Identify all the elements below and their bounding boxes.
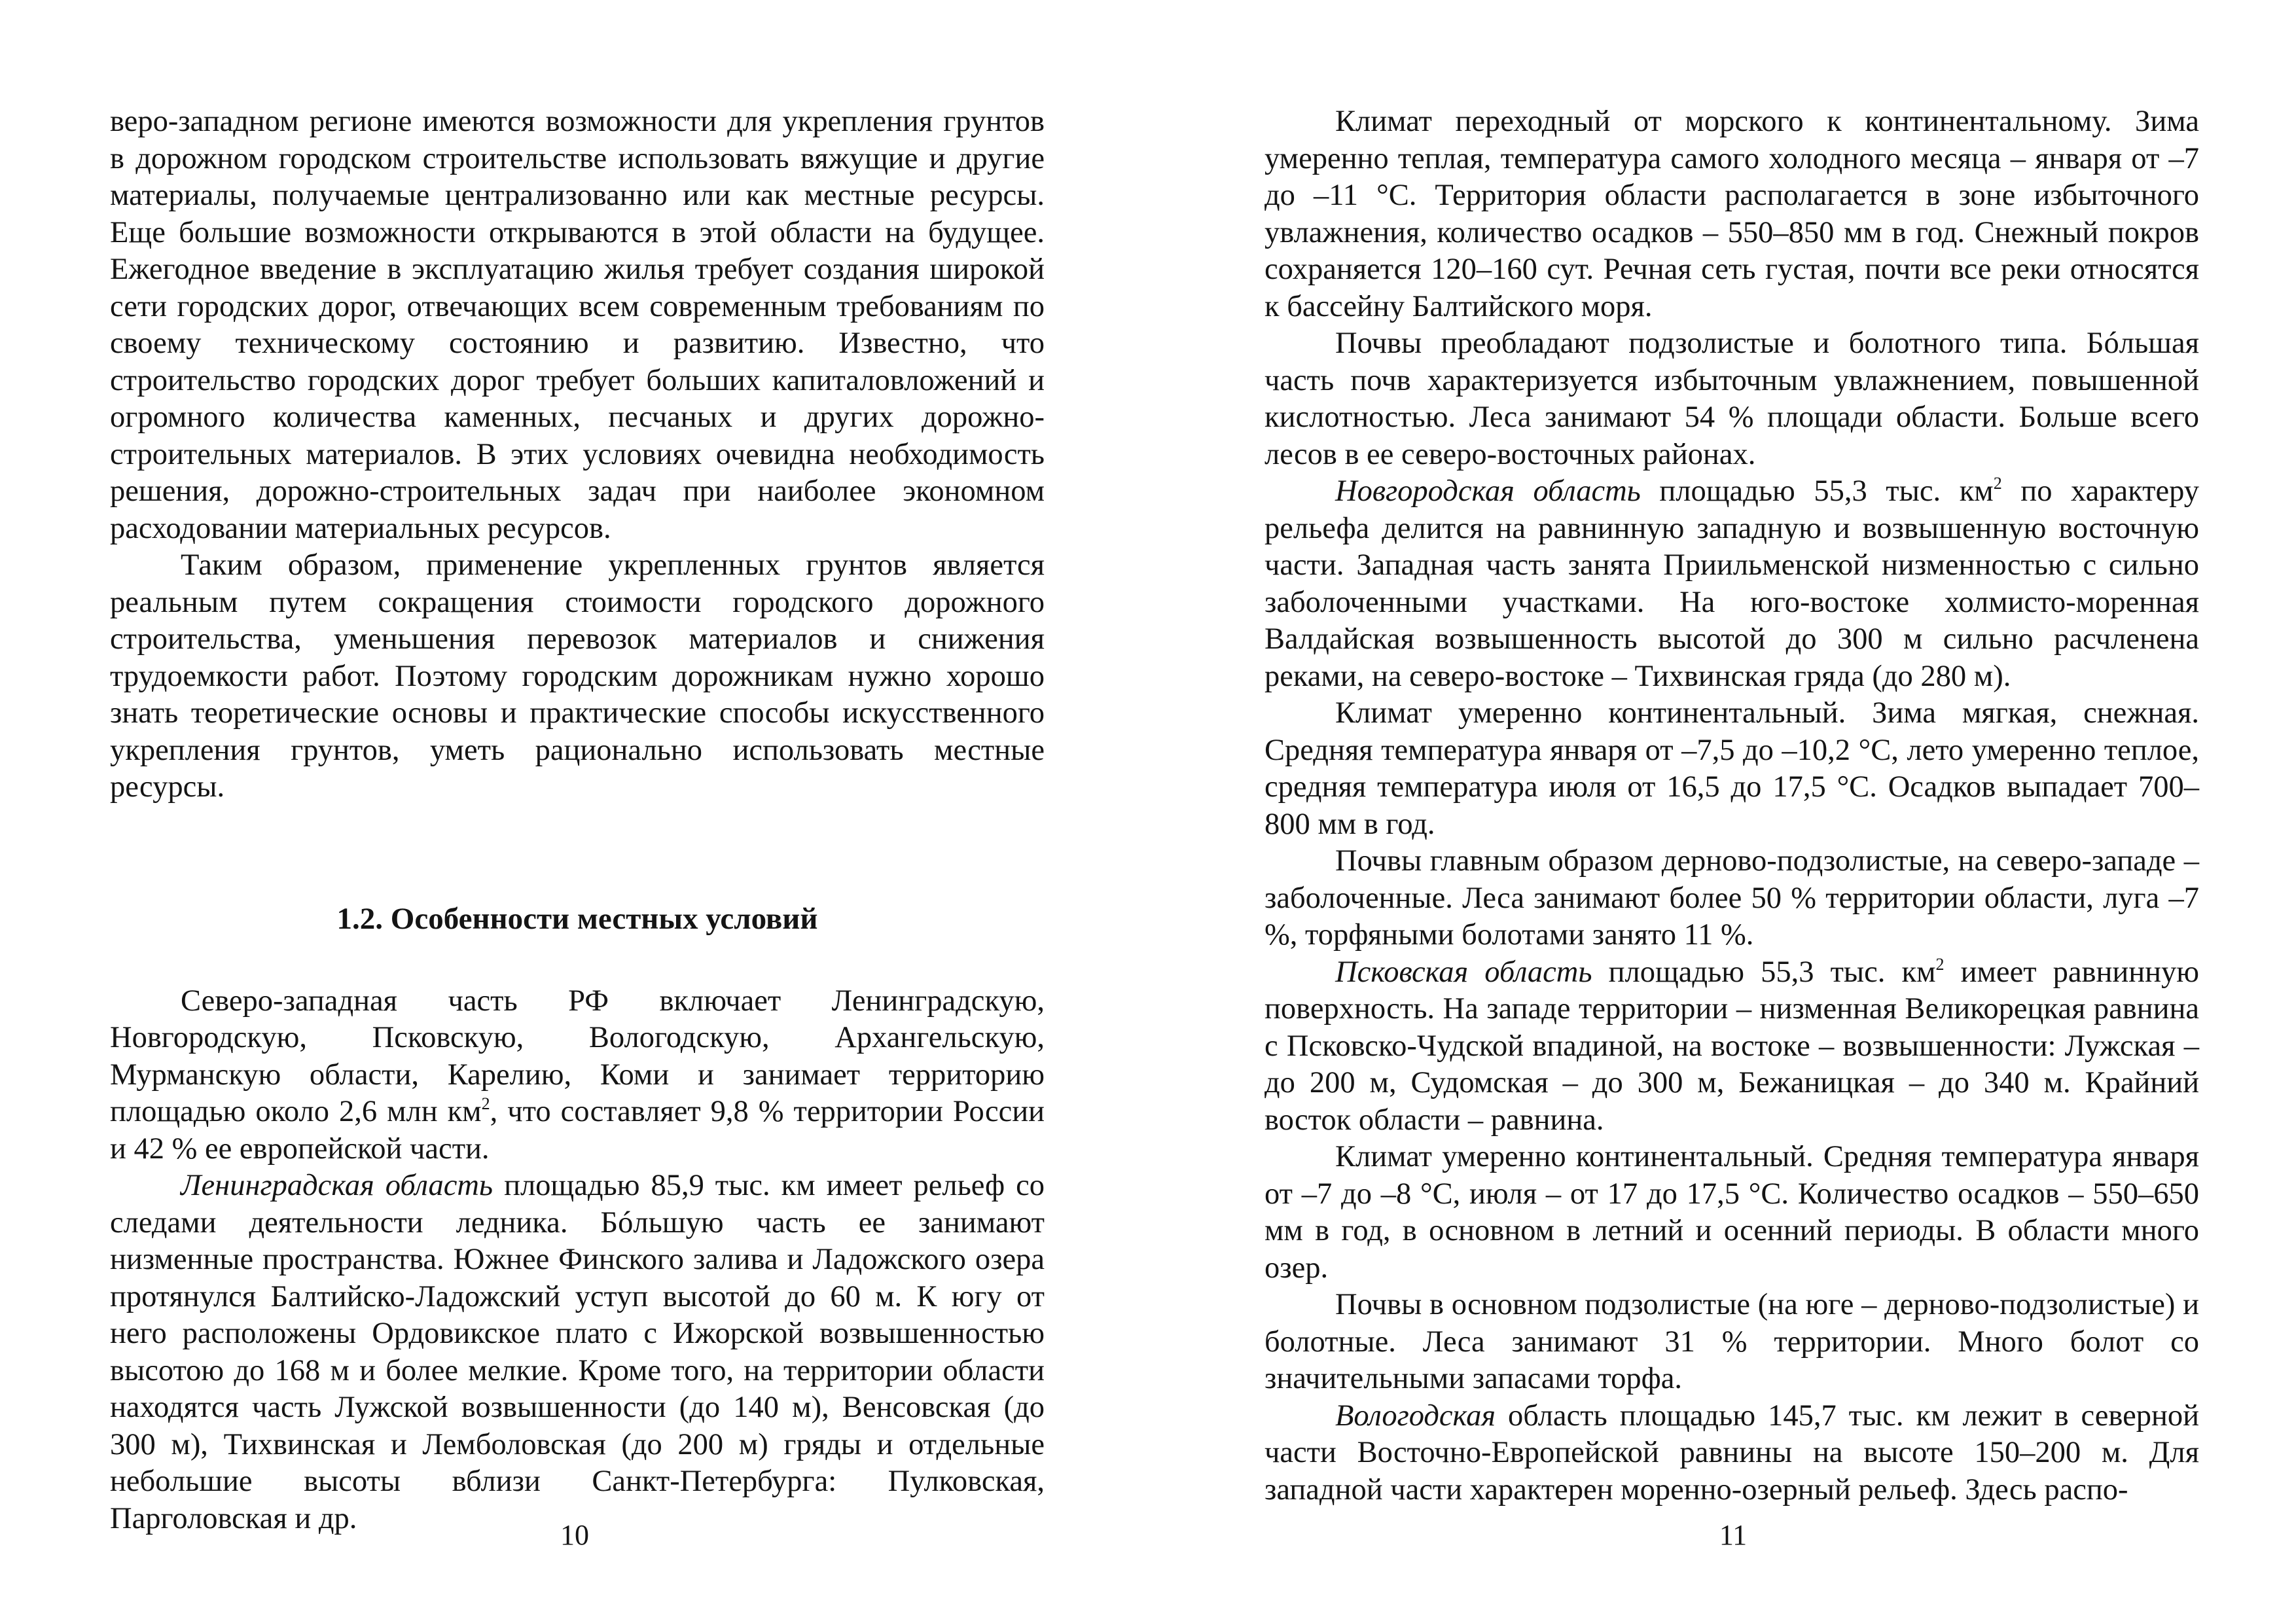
paragraph: Почвы главным образом дерново-подзолистые, на северо-западе – заболоченные. Леса занимают более 50 % территории области, луга –7 %, торфяными болотами занято 11 %. <box>1265 844 2199 952</box>
text: площадью 55,3 тыс. км <box>1592 955 1936 989</box>
superscript: 2 <box>1993 474 2002 493</box>
paragraph: Климат умеренно континентальный. Средняя температура января от –7 до –8 °С, июля – от 17 до 17,5 °С. Количество осадков – 550–650 мм в год, в основном в летний и осенний периоды. В области много озер. <box>1265 1140 2199 1285</box>
page-number: 11 <box>1719 1519 1748 1551</box>
paragraph: веро-западном регионе имеются возможности для укрепления грунтов в дорожном городском строительстве использовать вяжущие и другие материалы, получаемые централизованно или как местные ресурсы. Еще большие возможности открываются в этой области на будущее. Ежегодное введение в эксплуатацию жилья требует создания широкой сети городских дорог, отвечающих всем современным требованиям по своему техническому состоянию и развитию. Известно, что строительство городских дорог требует больших капиталовложений и огромного количества каменных, песчаных и других дорожно-строительных материалов. В этих условиях очевидна необходимость решения, дорожно-строительных задач при наиболее экономном расходовании материальных ресурсов. <box>110 105 1045 545</box>
paragraph: Климат переходный от морского к континентальному. Зима умеренно теплая, температура самого холодного месяца – января от –7 до –11 °С. Территория области располагается в зоне избыточного увлажнения, количество осадков – 550–850 мм в год. Снежный покров сохраняется 120–160 сут. Речная сеть густая, почти все реки относятся к бассейну Балтийского моря. <box>1265 105 2199 323</box>
paragraph: Таким образом, применение укрепленных грунтов является реальным путем сокращения стоимости городского дорожного строительства, уменьшения перевозок материалов и снижения трудоемкости работ. Поэтому городским дорожникам нужно хорошо знать теоретические основы и практические способы искусственного укрепления грунтов, уметь рационально использовать местные ресурсы. <box>110 548 1045 804</box>
region-name: Ленинградская область <box>181 1169 493 1202</box>
text: по характеру рельефа делится на равнинную западную и возвышенную восточную части. Западная часть занята Приильменской низменностью с сильно заболоченными участками. На юго-востоке холмисто-моренная Валдайская возвышенность высотой до 300 м сильно расчленена реками, на северо-востоке – Тихвинская гряда (до 280 м). <box>1265 474 2200 693</box>
superscript: 2 <box>1935 954 1945 974</box>
left-page <box>110 103 1045 1537</box>
paragraph: Климат умеренно континентальный. Зима мягкая, снежная. Средняя температура января от –7,5 до –10,2 °С, лето умеренно теплое, средняя температура июля от 16,5 до 17,5 °С. Осадков выпадает 700–800 мм в год. <box>1265 696 2199 841</box>
text: имеет равнинную поверхность. На западе территории – низменная Великорецкая равнина с Псковско-Чудской впадиной, на востоке – возвышенности: Лужская – до 200 м, Судомская – до 300 м, Бежаницкая – до 340 м. Крайний восток области – равнина. <box>1265 955 2199 1137</box>
region-name: Вологодская <box>1335 1399 1496 1433</box>
paragraph <box>1265 473 2199 695</box>
paragraph <box>1265 954 2199 1139</box>
right-page <box>1265 103 2199 1508</box>
paragraph: Почвы в основном подзолистые (на юге – дерново-подзолистые) и болотные. Леса занимают 31 % территории. Много болот со значительными запасами торфа. <box>1265 1288 2199 1395</box>
region-name: Новгородская область <box>1335 474 1641 508</box>
page-number: 10 <box>560 1519 589 1551</box>
text: , что составляет 9,8 % территории России и 42 % ее европейской части. <box>110 1095 1045 1166</box>
text: площадью 55,3 тыс. км <box>1640 474 1994 508</box>
text: площадью 85,9 тыс. км имеет рельеф со следами деятельности ледника. Бóльшую часть ее занимают низменные пространства. Южнее Финского залива и Ладожского озера протянулся Балтийско-Ладожский уступ высотой до 60 м. К югу от него расположены Ордовикское плато с Ижорской возвышенностью высотою до 168 м и более мелкие. Кроме того, на территории области находятся часть Лужской возвышенности (до 140 м), Венсовская (до 300 м), Тихвинская и Лемболовская (до 200 м) гряды и отдельные небольшие высоты вблизи Санкт-Петербурга: Пулковская, Парголовская и др. <box>110 1169 1045 1535</box>
text: область площадью 145,7 тыс. км лежит в северной части Восточно-Европейской равнины на высоте 150–200 м. Для западной части характерен моренно-озерный рельеф. Здесь распо- <box>1265 1399 2199 1507</box>
paragraph <box>1265 1398 2199 1509</box>
text: Северо-западная часть РФ включает Ленинградскую, Новгородскую, Псковскую, Вологодскую, Архангельскую, Мурманскую области, Карелию, Коми и занимает территорию площадью около 2,6 млн км <box>110 984 1045 1128</box>
superscript: 2 <box>481 1094 490 1113</box>
section-heading: 1.2. Особенности местных условий <box>336 901 818 936</box>
paragraph <box>110 1168 1045 1537</box>
paragraph <box>110 983 1045 1168</box>
paragraph: Почвы преобладают подзолистые и болотного типа. Бóльшая часть почв характеризуется избыточным увлажнением, повышенной кислотностью. Леса занимают 54 % площади области. Больше всего лесов в ее северо-восточных районах. <box>1265 327 2199 471</box>
region-name: Псковская область <box>1335 955 1592 989</box>
